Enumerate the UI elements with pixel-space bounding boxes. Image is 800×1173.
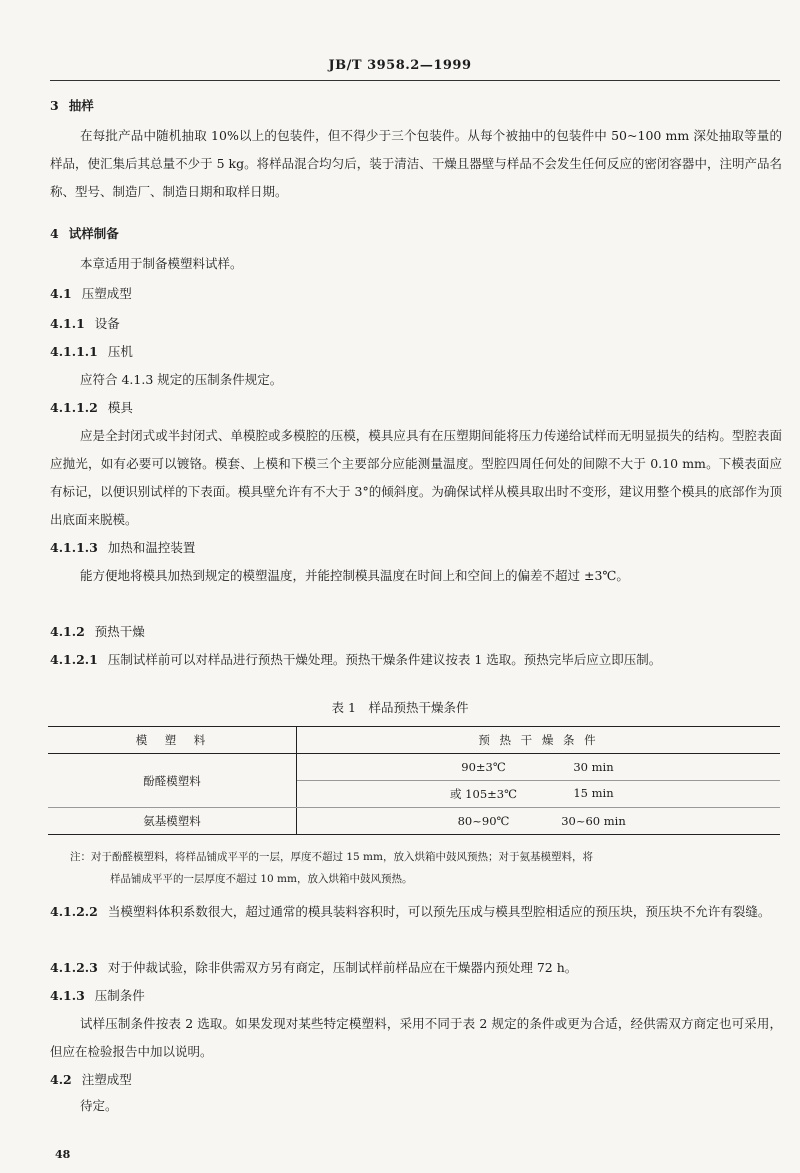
- table-row: [48, 754, 780, 781]
- section-text: 对于仲裁试验，除非供需双方另有商定，压制试样前样品应在干燥器内预处理 72 h。: [107, 960, 578, 975]
- section-text: 当模塑料体积系数很大，超过通常的模具装料容积时，可以预先压成与模具型腔相适应的预压块，预压块不允许有裂缝。: [107, 904, 771, 919]
- cell-condition: [297, 781, 781, 808]
- section-number: 4.1: [50, 286, 72, 301]
- section-3-heading: [50, 92, 782, 120]
- section-title: 压机: [107, 344, 133, 359]
- section-4-2-text: 待定。: [80, 1098, 118, 1113]
- section-title: 注塑成型: [81, 1072, 132, 1087]
- table-1: [48, 726, 780, 835]
- section-number: 4.1.1.2: [50, 400, 98, 415]
- section-4-1-1-3-heading: [50, 534, 782, 562]
- section-number: 4.2: [50, 1072, 72, 1087]
- table-header-row: [48, 727, 780, 754]
- table-1-note: [70, 846, 780, 890]
- section-title: 设备: [94, 316, 120, 331]
- section-title: 预热干燥: [94, 624, 145, 639]
- note-line: 样品铺成平平的一层厚度不超过 10 mm，放入烘箱中鼓风预热。: [110, 873, 413, 885]
- section-4-2-heading: [50, 1066, 782, 1094]
- section-number: 4.1.1.1: [50, 344, 98, 359]
- section-title: 加热和温控装置: [107, 540, 196, 555]
- section-4-1-1-1-text: 应符合 4.1.3 规定的压制条件规定。: [80, 372, 283, 387]
- section-4-1-1-2-heading: [50, 394, 782, 422]
- section-number: 4.1.2.2: [50, 904, 98, 919]
- section-number: 3: [50, 98, 59, 113]
- section-title: 压塑成型: [81, 286, 132, 301]
- cell-time: 30 min: [573, 760, 614, 774]
- section-4-1-heading: [50, 280, 782, 308]
- section-number: 4.1.2.3: [50, 960, 98, 975]
- cell-material: 氨基模塑料: [48, 808, 297, 835]
- section-4-1-2-heading: [50, 618, 782, 646]
- section-title: 压制条件: [94, 988, 145, 1003]
- running-header: JB/T 3958.2—1999: [328, 58, 472, 73]
- note-line: 注：对于酚醛模塑料，将样品铺成平平的一层，厚度不超过 15 mm，放入烘箱中鼓风预热；对于氨基模塑料，将: [70, 851, 593, 863]
- section-number: 4.1.2.1: [50, 652, 98, 667]
- cell-temp: 90±3℃: [461, 760, 506, 774]
- section-4-intro: 本章适用于制备模塑料试样。: [80, 256, 243, 271]
- header-material: 模 塑 料: [48, 727, 297, 754]
- section-title: 抽样: [68, 98, 94, 113]
- cell-time: 30~60 min: [561, 814, 626, 828]
- cell-condition: [297, 754, 781, 781]
- section-4-1-2-3: [50, 954, 782, 982]
- section-number: 4.1.2: [50, 624, 85, 639]
- cell-temp: 80~90℃: [457, 814, 510, 828]
- cell-condition: [297, 808, 781, 835]
- section-4-1-3-text: 试样压制条件按表 2 选取。如果发现对某些特定模塑料，采用不同于表 2 规定的条件或更为合适，经供需双方商定也可采用，但应在检验报告中加以说明。: [50, 1016, 782, 1059]
- section-4-1-1-2-text: 应是全封闭式或半封闭式、单模腔或多模腔的压模，模具应具有在压塑期间能将压力传递给试样而无明显损失的结构。型腔表面应抛光，如有必要可以镀铬。模套、上模和下模三个主要部分应能测量温度。型腔四周任何处的间隙不大于 0.10 mm。下模表面应有标记，以便识别试样的下表面。模具壁允许有不大于 3°的倾斜度。为确保试样从模具取出时不变形，建议用整个模具的底部作为顶出底面来脱模。: [50, 428, 782, 527]
- cell-time: 15 min: [573, 786, 614, 800]
- table-1-caption: 表 1 样品预热干燥条件: [331, 700, 469, 715]
- section-text: 压制试样前可以对样品进行预热干燥处理。预热干燥条件建议按表 1 选取。预热完毕后应立即压制。: [107, 652, 662, 667]
- cell-temp: 或 105±3℃: [450, 787, 517, 801]
- header-rule: [50, 80, 780, 81]
- section-number: 4.1.1.3: [50, 540, 98, 555]
- table-row: [48, 808, 780, 835]
- cell-material: 酚醛模塑料: [48, 754, 297, 808]
- section-number: 4: [50, 226, 59, 241]
- page-number: 48: [55, 1148, 71, 1161]
- section-title: 模具: [107, 400, 133, 415]
- header-condition: 预 热 干 燥 条 件: [297, 727, 781, 754]
- section-3-paragraph: 在每批产品中随机抽取 10%以上的包装件，但不得少于三个包装件。从每个被抽中的包装件中 50~100 mm 深处抽取等量的样品，使汇集后其总量不少于 5 kg。将样品混合均匀后，装于清洁、干燥且器壁与样品不会发生任何反应的密闭容器中，注明产品名称、型号、制造厂、制造日期和取样日期。: [50, 128, 782, 199]
- section-number: 4.1.1: [50, 316, 85, 331]
- section-number: 4.1.3: [50, 988, 85, 1003]
- section-4-1-3-heading: [50, 982, 782, 1010]
- section-4-heading: [50, 220, 782, 248]
- section-4-1-1-3-text: 能方便地将模具加热到规定的模塑温度，并能控制模具温度在时间上和空间上的偏差不超过 ±3℃。: [80, 568, 629, 583]
- section-4-1-1-heading: [50, 310, 782, 338]
- section-4-1-1-1-heading: [50, 338, 782, 366]
- section-4-1-2-2: [50, 898, 782, 926]
- section-title: 试样制备: [68, 226, 119, 241]
- section-4-1-2-1: [50, 646, 782, 674]
